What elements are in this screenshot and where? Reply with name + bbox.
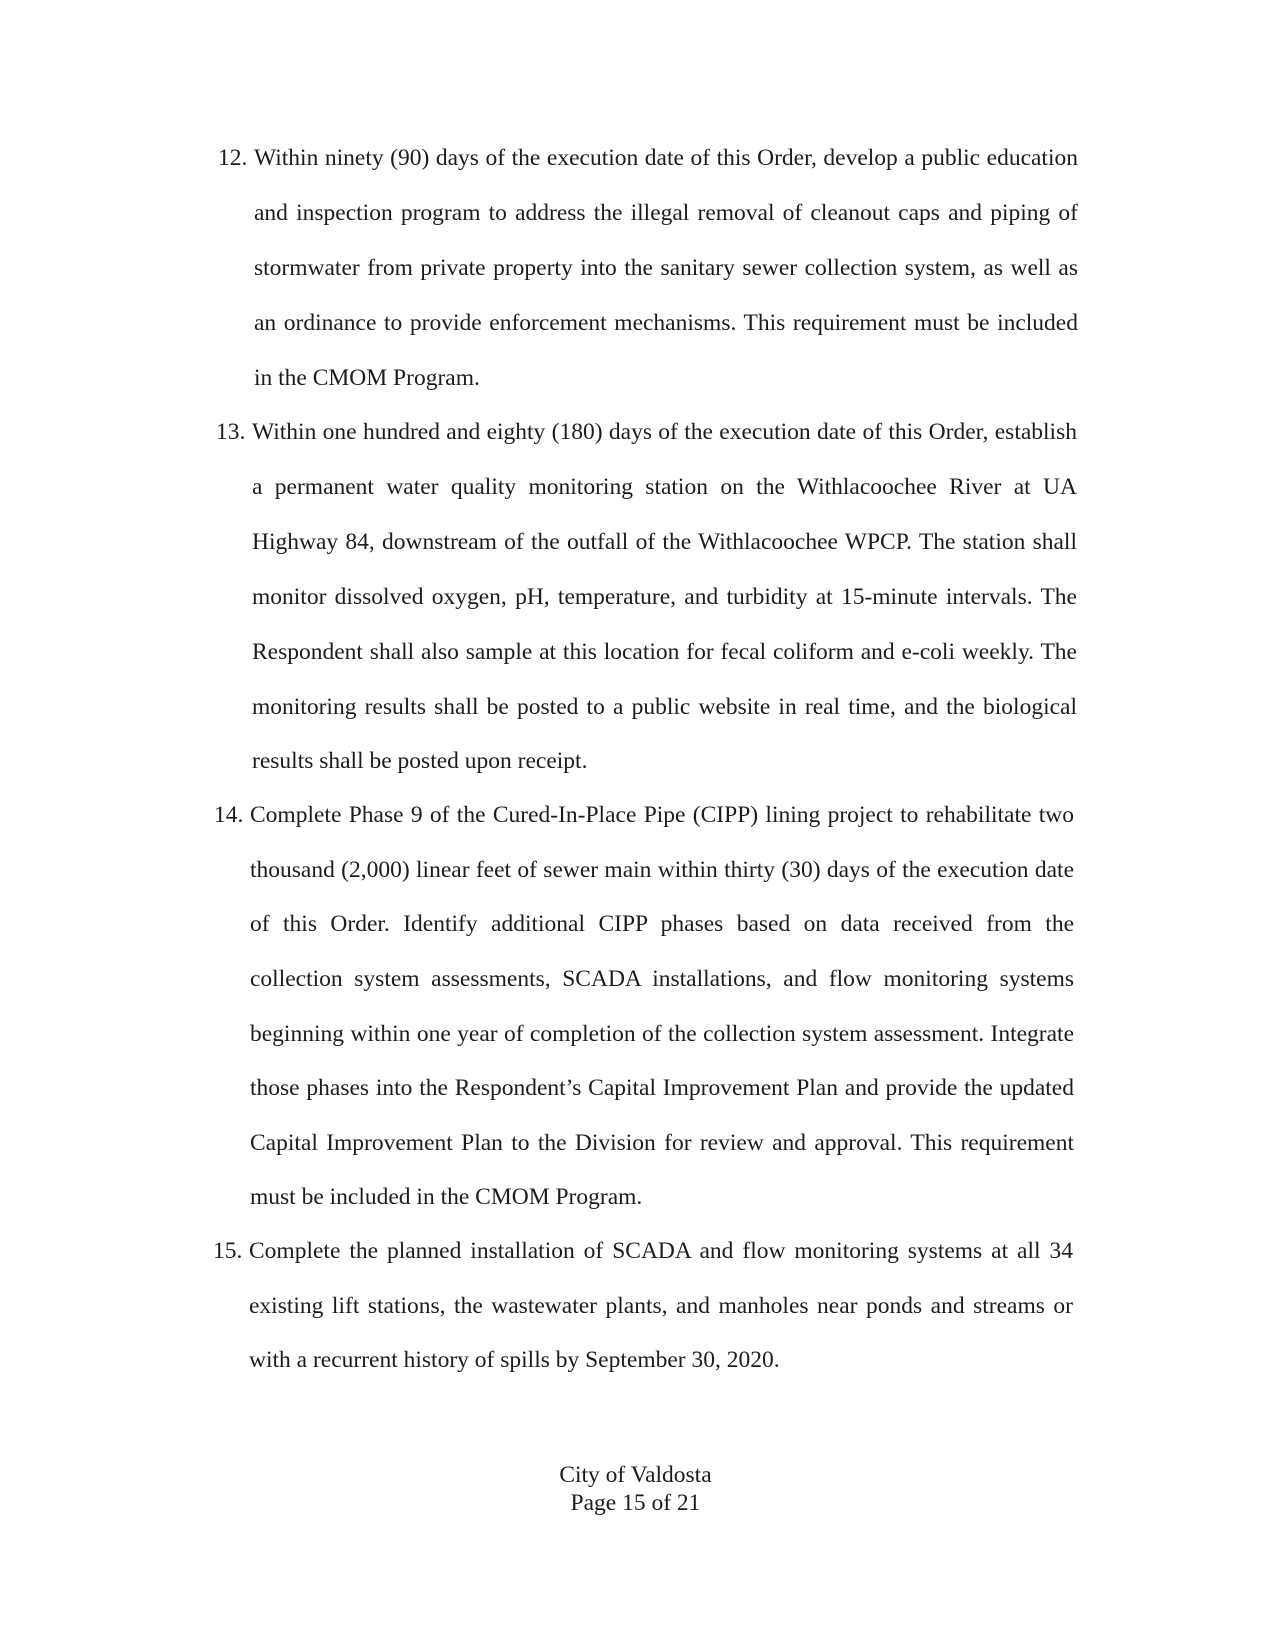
item-number: 15. <box>213 1238 243 1264</box>
item-line: monitor dissolved oxygen, pH, temperature, and turbidity at 15-minute intervals. The <box>252 584 1077 610</box>
item-line: a permanent water quality monitoring station on the Withlacoochee River at UA <box>252 474 1077 500</box>
item-line: with a recurrent history of spills by September 30, 2020. <box>249 1347 780 1373</box>
item-line: in the CMOM Program. <box>254 365 480 391</box>
item-line: Highway 84, downstream of the outfall of the Withlacoochee WPCP. The station shall <box>252 529 1077 555</box>
item-line: beginning within one year of completion of the collection system assessment. Integrate <box>250 1021 1074 1047</box>
item-line: Complete the planned installation of SCADA and flow monitoring systems at all 34 <box>249 1238 1073 1264</box>
item-line: stormwater from private property into the sanitary sewer collection system, as well as <box>254 255 1078 281</box>
item-line: an ordinance to provide enforcement mechanisms. This requirement must be included <box>254 310 1078 336</box>
item-line: results shall be posted upon receipt. <box>252 748 588 774</box>
item-line: collection system assessments, SCADA installations, and flow monitoring systems <box>250 966 1074 992</box>
item-number: 13. <box>216 419 246 445</box>
item-number: 14. <box>214 802 244 828</box>
item-line: must be included in the CMOM Program. <box>250 1184 643 1210</box>
item-line: those phases into the Respondent’s Capital Improvement Plan and provide the updated <box>250 1075 1074 1101</box>
footer-city: City of Valdosta <box>559 1462 712 1488</box>
item-line: Complete Phase 9 of the Cured-In-Place Pipe (CIPP) lining project to rehabilitate two <box>250 802 1074 828</box>
item-number: 12. <box>218 145 248 171</box>
item-line: of this Order. Identify additional CIPP phases based on data received from the <box>250 911 1074 937</box>
item-line: Within one hundred and eighty (180) days of the execution date of this Order, establish <box>252 419 1077 445</box>
item-line: Respondent shall also sample at this location for fecal coliform and e-coli weekly. The <box>252 639 1077 665</box>
item-line: Capital Improvement Plan to the Division for review and approval. This requirement <box>250 1130 1074 1156</box>
item-line: and inspection program to address the illegal removal of cleanout caps and piping of <box>254 200 1078 226</box>
footer-page-number: Page 15 of 21 <box>570 1490 701 1516</box>
item-line: Within ninety (90) days of the execution date of this Order, develop a public education <box>254 145 1078 171</box>
item-line: monitoring results shall be posted to a public website in real time, and the biological <box>252 694 1077 720</box>
item-line: existing lift stations, the wastewater plants, and manholes near ponds and streams or <box>249 1293 1073 1319</box>
item-line: thousand (2,000) linear feet of sewer main within thirty (30) days of the execution date <box>250 857 1074 883</box>
